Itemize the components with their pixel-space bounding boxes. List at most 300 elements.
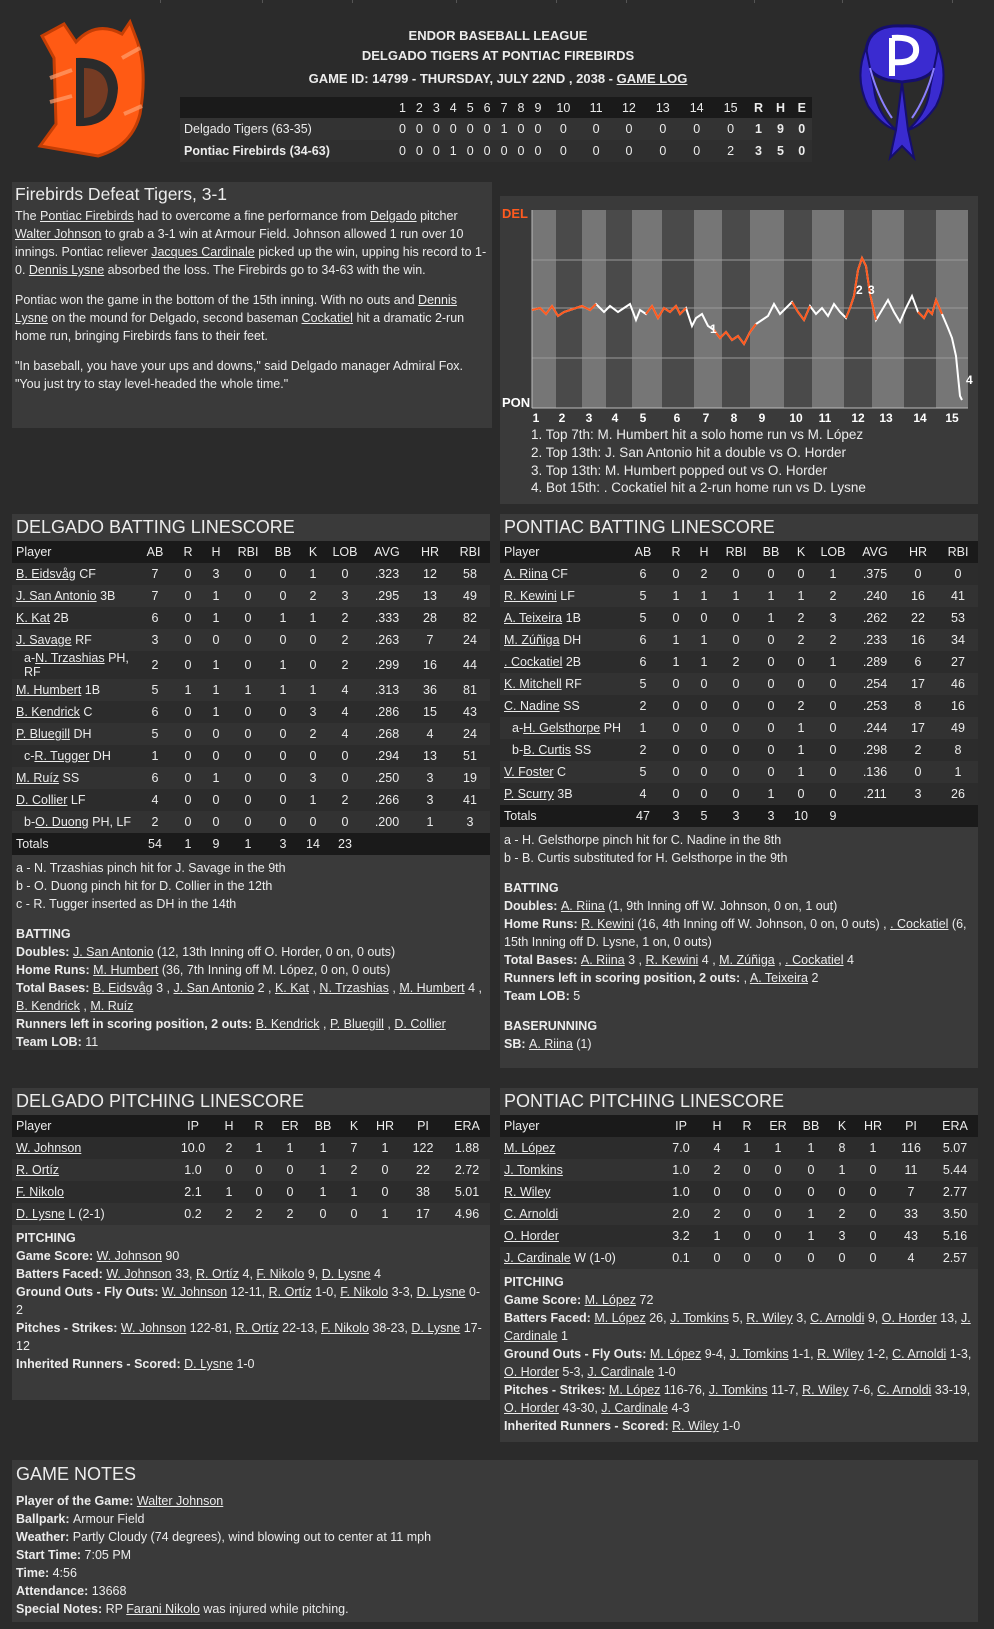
player-link[interactable]: D. Lysne bbox=[411, 1321, 461, 1335]
player-position: DH bbox=[89, 749, 111, 763]
player-link[interactable]: M. López bbox=[584, 1293, 637, 1307]
stat-cell: 3 bbox=[828, 1225, 856, 1247]
team-link[interactable]: Delgado bbox=[370, 209, 417, 223]
stat-cell: 1 bbox=[202, 679, 230, 701]
detail-line bbox=[16, 1247, 486, 1265]
stat-cell: 0 bbox=[230, 563, 266, 585]
stat-cell: 0 bbox=[814, 717, 852, 739]
stat-cell: 0 bbox=[326, 745, 364, 767]
player-link[interactable]: O. Duong bbox=[35, 815, 89, 829]
substitution-notes bbox=[12, 855, 490, 913]
stat-cell: 0 bbox=[662, 607, 690, 629]
detail-line bbox=[504, 987, 974, 1005]
section-title: DELGADO BATTING LINESCORE bbox=[12, 514, 490, 541]
delgado-batting-table bbox=[12, 541, 490, 855]
player-cell bbox=[12, 563, 136, 585]
inning-tick: 11 bbox=[818, 411, 832, 425]
stat-cell: 4 bbox=[326, 723, 364, 745]
player-link[interactable]: R. Kewini bbox=[581, 917, 634, 931]
stat-cell: 0 bbox=[762, 1225, 794, 1247]
stat-cell: 0 bbox=[174, 607, 202, 629]
detail-line bbox=[16, 961, 486, 979]
player-link[interactable]: N. Trzashias bbox=[319, 981, 389, 995]
column-header: ERA bbox=[932, 1115, 978, 1137]
player-link[interactable]: D. Lysne bbox=[416, 1285, 466, 1299]
stat-cell: 2 bbox=[300, 723, 326, 745]
player-link[interactable]: R. Wiley bbox=[672, 1419, 719, 1433]
section-title: PONTIAC PITCHING LINESCORE bbox=[500, 1088, 978, 1115]
detail-text: 2 bbox=[808, 971, 819, 985]
stat-cell: 0 bbox=[754, 717, 788, 739]
stat-cell: 1 bbox=[788, 717, 814, 739]
stat-cell: 0 bbox=[266, 629, 300, 651]
player-link[interactable]: W. Johnson bbox=[106, 1267, 172, 1281]
player-link[interactable]: A. Riina bbox=[504, 567, 548, 581]
graph-note: 4. Bot 15th: . Cockatiel hit a 2-run home run vs D. Lysne bbox=[531, 480, 866, 496]
detail-label: Weather: bbox=[16, 1530, 73, 1544]
stat-cell: 2 bbox=[274, 1203, 306, 1225]
player-link[interactable]: Cockatiel bbox=[301, 311, 353, 325]
linescore-inning-header: 2 bbox=[411, 97, 428, 118]
player-link[interactable]: J. Tomkins bbox=[670, 1311, 729, 1325]
stat-cell: 38 bbox=[402, 1181, 444, 1203]
pitcher-cell bbox=[500, 1247, 660, 1269]
stat-cell: 1.88 bbox=[444, 1137, 490, 1159]
stat-cell: 0 bbox=[266, 585, 300, 607]
linescore-team-name: Delgado Tigers (63-35) bbox=[180, 118, 394, 140]
stat-cell: 0 bbox=[202, 723, 230, 745]
stat-cell: 2 bbox=[624, 739, 662, 761]
totals-cell: 5 bbox=[690, 805, 718, 827]
detail-line bbox=[504, 1035, 974, 1053]
stat-cell: 2 bbox=[136, 811, 174, 833]
player-link[interactable]: M. Zúñiga bbox=[504, 633, 560, 647]
stat-cell: 2 bbox=[814, 629, 852, 651]
linescore-inning-header: 11 bbox=[580, 97, 612, 118]
player-link[interactable]: P. Bluegill bbox=[16, 727, 70, 741]
player-link[interactable]: J. Tomkins bbox=[729, 1347, 789, 1361]
detail-line bbox=[16, 1492, 974, 1510]
player-link[interactable]: W. Johnson bbox=[120, 1321, 187, 1335]
stat-cell: 0 bbox=[202, 745, 230, 767]
player-link[interactable]: M. Zúñiga bbox=[719, 953, 775, 967]
inning-tick: 7 bbox=[702, 411, 710, 425]
stat-cell: 5 bbox=[136, 723, 174, 745]
player-link[interactable]: O. Horder bbox=[881, 1311, 937, 1325]
linescore-inning-header: 12 bbox=[612, 97, 646, 118]
stat-cell: 2 bbox=[214, 1203, 244, 1225]
player-link[interactable]: R. Kewini bbox=[504, 589, 557, 603]
table-header bbox=[500, 1115, 978, 1137]
stat-cell: 16 bbox=[898, 585, 938, 607]
player-link[interactable]: D. Lysne bbox=[184, 1357, 233, 1371]
player-link[interactable]: F. Nikolo bbox=[16, 1185, 64, 1199]
player-link[interactable]: M. Ruíz bbox=[16, 771, 60, 785]
player-link[interactable]: J. Tomkins bbox=[504, 1163, 563, 1177]
player-link[interactable]: R. Tugger bbox=[34, 749, 90, 763]
detail-label: Time: bbox=[16, 1566, 53, 1580]
player-row bbox=[500, 607, 978, 629]
player-link[interactable]: R. Ortíz bbox=[195, 1267, 240, 1281]
linescore-cell: 0 bbox=[462, 140, 479, 162]
detail-text: 3 , bbox=[152, 981, 174, 995]
stat-cell: 0 bbox=[230, 767, 266, 789]
detail-text: 13, bbox=[936, 1311, 961, 1325]
inning-band bbox=[606, 210, 632, 408]
detail-label: Team LOB: bbox=[16, 1035, 86, 1049]
inning-tick: 4 bbox=[611, 411, 619, 425]
player-link[interactable]: B. Eidsvåg bbox=[92, 981, 153, 995]
column-header: Player bbox=[500, 541, 624, 563]
graph-event-marker: 1 bbox=[710, 322, 717, 336]
stat-cell: 5 bbox=[624, 585, 662, 607]
player-cell bbox=[500, 651, 624, 673]
player-link[interactable]: Jacques Cardinale bbox=[151, 245, 255, 259]
pitcher-row bbox=[500, 1247, 978, 1269]
player-cell bbox=[500, 717, 624, 739]
stat-cell: 0 bbox=[754, 629, 788, 651]
detail-text: 38-23, bbox=[368, 1321, 412, 1335]
player-link[interactable]: J. Cardinale bbox=[504, 1311, 971, 1343]
stat-cell: 0 bbox=[340, 1203, 368, 1225]
player-link[interactable]: D. Collier bbox=[16, 793, 68, 807]
player-link[interactable]: V. Foster bbox=[504, 765, 554, 779]
stat-cell: 0 bbox=[690, 761, 718, 783]
player-link[interactable]: R. Wiley bbox=[817, 1347, 864, 1361]
player-link[interactable]: W. Johnson bbox=[16, 1141, 82, 1155]
detail-text: 122-81, bbox=[186, 1321, 236, 1335]
stat-cell: 0 bbox=[718, 695, 754, 717]
detail-text: Partly Cloudy (74 degrees), wind blowing out to center at 11 mph bbox=[72, 1530, 432, 1544]
inning-tick: 8 bbox=[730, 411, 738, 425]
player-row bbox=[12, 745, 490, 767]
inning-band bbox=[632, 210, 662, 408]
player-link[interactable]: D. Lysne bbox=[16, 1207, 65, 1221]
detail-line bbox=[504, 1381, 974, 1417]
pitching-label: PITCHING bbox=[16, 1231, 76, 1245]
stat-cell: 0 bbox=[174, 745, 202, 767]
stat-cell: 4 bbox=[410, 723, 450, 745]
linescore-cell: 0 bbox=[612, 140, 646, 162]
stat-cell: 2 bbox=[326, 651, 364, 679]
column-header: RBI bbox=[718, 541, 754, 563]
player-link[interactable]: B. Kendrick bbox=[16, 999, 80, 1013]
stat-cell: 1 bbox=[794, 1225, 828, 1247]
stat-cell: 3 bbox=[410, 789, 450, 811]
player-row bbox=[500, 717, 978, 739]
player-link[interactable]: R. Wiley bbox=[746, 1311, 793, 1325]
stat-cell: 0 bbox=[174, 585, 202, 607]
player-link[interactable]: N. Trzashias bbox=[35, 651, 105, 665]
player-link[interactable]: D. Lysne bbox=[321, 1267, 371, 1281]
detail-text: 4-3 bbox=[667, 1401, 690, 1415]
stat-cell: 13 bbox=[410, 745, 450, 767]
player-link[interactable]: D. Collier bbox=[394, 1017, 446, 1031]
pitcher-cell bbox=[500, 1203, 660, 1225]
detail-text: 7:05 PM bbox=[84, 1548, 132, 1562]
stat-cell: 0 bbox=[718, 739, 754, 761]
pitcher-row bbox=[500, 1225, 978, 1247]
stat-cell: 0 bbox=[788, 651, 814, 673]
stat-cell: 4 bbox=[890, 1247, 932, 1269]
stat-cell: 0 bbox=[754, 739, 788, 761]
player-link[interactable]: A. Teixeira bbox=[504, 611, 563, 625]
stat-cell: 1 bbox=[274, 1137, 306, 1159]
detail-label: Inherited Runners - Scored: bbox=[504, 1419, 673, 1433]
player-link[interactable]: . Cockatiel bbox=[890, 917, 949, 931]
player-cell bbox=[500, 563, 624, 585]
player-link[interactable]: J. Cardinale bbox=[601, 1401, 668, 1415]
stat-cell: 0 bbox=[230, 811, 266, 833]
player-link[interactable]: M. López bbox=[594, 1311, 646, 1325]
stat-cell: 49 bbox=[450, 585, 490, 607]
player-cell bbox=[500, 629, 624, 651]
player-link[interactable]: J. San Antonio bbox=[72, 945, 154, 959]
stat-cell: 1 bbox=[174, 679, 202, 701]
detail-text: , bbox=[383, 1017, 395, 1031]
stat-cell: 0 bbox=[732, 1159, 762, 1181]
detail-text: (36, 7th Inning off M. López, 0 on, 0 outs) bbox=[158, 963, 391, 977]
section-title: GAME NOTES bbox=[16, 1464, 137, 1484]
column-header: BB bbox=[754, 541, 788, 563]
player-link[interactable]: M. López bbox=[608, 1383, 661, 1397]
stat-cell: 2 bbox=[244, 1203, 274, 1225]
player-link[interactable]: R. Ortíz bbox=[268, 1285, 312, 1299]
detail-line bbox=[16, 1265, 486, 1283]
stat-cell: 17 bbox=[898, 717, 938, 739]
stat-cell: 12 bbox=[410, 563, 450, 585]
inning-band bbox=[844, 210, 872, 408]
player-link[interactable]: F. Nikolo bbox=[256, 1267, 305, 1281]
player-link[interactable]: B. Kendrick bbox=[16, 705, 80, 719]
stat-cell: 3 bbox=[814, 607, 852, 629]
player-link[interactable]: C. Arnoldi bbox=[810, 1311, 865, 1325]
stat-cell: 0 bbox=[702, 1181, 732, 1203]
detail-text: 3, bbox=[792, 1311, 811, 1325]
player-link[interactable]: J. San Antonio bbox=[16, 589, 97, 603]
stat-cell: 2 bbox=[300, 585, 326, 607]
stat-cell: .254 bbox=[852, 673, 898, 695]
stat-cell: 0 bbox=[938, 563, 978, 585]
player-link[interactable]: C. Arnoldi bbox=[504, 1207, 559, 1221]
player-link[interactable]: Walter Johnson bbox=[136, 1494, 224, 1508]
linescore-cell: 1 bbox=[496, 118, 513, 140]
player-link[interactable]: B. Curtis bbox=[523, 743, 572, 757]
player-link[interactable]: B. Eidsvåg bbox=[16, 567, 76, 581]
stat-cell: 1 bbox=[230, 679, 266, 701]
player-position: SS bbox=[571, 743, 592, 757]
stat-cell: 5 bbox=[624, 761, 662, 783]
stat-cell: 0 bbox=[718, 761, 754, 783]
player-link[interactable]: C. Nadine bbox=[504, 699, 560, 713]
player-link[interactable]: O. Horder bbox=[504, 1401, 559, 1415]
player-link[interactable]: A. Riina bbox=[580, 953, 625, 967]
section-title: DELGADO PITCHING LINESCORE bbox=[12, 1088, 490, 1115]
stat-cell: 28 bbox=[410, 607, 450, 629]
stat-cell: 0 bbox=[718, 607, 754, 629]
player-link[interactable]: F. Nikolo bbox=[321, 1321, 369, 1335]
detail-text: 5, bbox=[728, 1311, 747, 1325]
player-link[interactable]: H. Gelsthorpe bbox=[523, 721, 601, 735]
player-link[interactable]: J. Savage bbox=[16, 633, 72, 647]
player-link[interactable]: R. Wiley bbox=[802, 1383, 849, 1397]
player-link[interactable]: C. Arnoldi bbox=[892, 1347, 947, 1361]
sub-prefix: c- bbox=[24, 749, 35, 763]
player-link[interactable]: Farani Nikolo bbox=[126, 1602, 200, 1616]
detail-label: Pitches - Strikes: bbox=[504, 1383, 609, 1397]
pitcher-cell bbox=[500, 1225, 660, 1247]
stat-cell: 2 bbox=[326, 629, 364, 651]
player-link[interactable]: J. Tomkins bbox=[708, 1383, 768, 1397]
detail-label: SB: bbox=[504, 1037, 529, 1051]
player-link[interactable]: R. Wiley bbox=[504, 1185, 551, 1199]
detail-text: 4:56 bbox=[52, 1566, 77, 1580]
stat-cell: 43 bbox=[450, 701, 490, 723]
player-link[interactable]: A. Riina bbox=[529, 1037, 573, 1051]
player-link[interactable]: W. Johnson bbox=[161, 1285, 228, 1299]
player-link[interactable]: M. López bbox=[649, 1347, 702, 1361]
linescore-cell: 0 bbox=[646, 140, 680, 162]
player-row bbox=[12, 629, 490, 651]
stat-cell: 24 bbox=[450, 629, 490, 651]
batting-label: BATTING bbox=[504, 881, 559, 895]
player-link[interactable]: O. Horder bbox=[504, 1229, 559, 1243]
player-position: DH bbox=[69, 727, 92, 741]
pitcher-cell bbox=[12, 1137, 172, 1159]
player-link[interactable]: J. Cardinale bbox=[587, 1365, 655, 1379]
stat-cell: 6 bbox=[898, 651, 938, 673]
top-divider-tick bbox=[352, 0, 353, 3]
detail-text: 7-6, bbox=[848, 1383, 878, 1397]
player-link[interactable]: M. Humbert bbox=[93, 963, 159, 977]
column-header: ER bbox=[762, 1115, 794, 1137]
linescore-cell: 0 bbox=[546, 140, 580, 162]
player-link[interactable]: M. Humbert bbox=[399, 981, 465, 995]
stat-cell: 0 bbox=[732, 1225, 762, 1247]
stat-cell: 81 bbox=[450, 679, 490, 701]
stat-cell: 0 bbox=[788, 673, 814, 695]
stat-cell: 1 bbox=[300, 607, 326, 629]
player-position: RF bbox=[561, 677, 582, 691]
stat-cell: 2 bbox=[788, 629, 814, 651]
batting-details bbox=[500, 879, 978, 1053]
game-log-link[interactable]: GAME LOG bbox=[616, 71, 688, 86]
column-header: AVG bbox=[364, 541, 410, 563]
stat-cell: 7 bbox=[136, 563, 174, 585]
graph-notes bbox=[531, 426, 866, 497]
pitcher-row bbox=[12, 1137, 490, 1159]
stat-cell: 1 bbox=[300, 789, 326, 811]
player-link[interactable]: J. Cardinale bbox=[504, 1251, 571, 1265]
table-header bbox=[500, 541, 978, 563]
detail-text: 12-11, bbox=[227, 1285, 269, 1299]
player-link[interactable]: M. Humbert bbox=[16, 683, 82, 697]
column-header: H bbox=[214, 1115, 244, 1137]
game-id-date: GAME ID: 14799 - THURSDAY, JULY 22ND , 2038 - bbox=[308, 71, 617, 86]
player-link[interactable]: Dennis Lysne bbox=[28, 263, 105, 277]
column-header: AB bbox=[624, 541, 662, 563]
detail-text: 11-7, bbox=[767, 1383, 803, 1397]
player-link[interactable]: R. Ortíz bbox=[235, 1321, 279, 1335]
stat-cell: 13 bbox=[410, 585, 450, 607]
linescore-team-header bbox=[180, 97, 394, 118]
player-link[interactable]: M. Ruíz bbox=[90, 999, 134, 1013]
detail-text: 0-2 bbox=[16, 1285, 481, 1317]
column-header: BB bbox=[794, 1115, 828, 1137]
stat-cell: 0 bbox=[754, 673, 788, 695]
stat-cell: 1 bbox=[662, 629, 690, 651]
linescore-cell: 5 bbox=[770, 140, 792, 162]
stat-cell: 0 bbox=[828, 1181, 856, 1203]
top-divider-tick bbox=[842, 0, 843, 3]
detail-text: (1, 9th Inning off W. Johnson, 0 on, 1 out) bbox=[604, 899, 838, 913]
stat-cell: 6 bbox=[624, 629, 662, 651]
top-divider-tick bbox=[754, 0, 755, 3]
stat-cell: 0 bbox=[794, 1247, 828, 1269]
stat-cell: 15 bbox=[410, 701, 450, 723]
player-link[interactable]: W. Johnson bbox=[96, 1249, 162, 1263]
detail-label: Total Bases: bbox=[504, 953, 581, 967]
player-link[interactable]: M. López bbox=[504, 1141, 556, 1155]
player-link[interactable]: J. San Antonio bbox=[173, 981, 255, 995]
column-header: H bbox=[690, 541, 718, 563]
pitcher-cell bbox=[500, 1159, 660, 1181]
stat-cell: 0 bbox=[202, 789, 230, 811]
stat-cell: 8 bbox=[898, 695, 938, 717]
substitution-notes bbox=[500, 827, 978, 867]
totals-cell: 3 bbox=[662, 805, 690, 827]
column-header: K bbox=[828, 1115, 856, 1137]
stat-cell: 1 bbox=[266, 607, 300, 629]
player-link[interactable]: A. Teixeira bbox=[749, 971, 808, 985]
player-link[interactable]: Walter Johnson bbox=[15, 227, 102, 241]
player-link[interactable]: O. Horder bbox=[504, 1365, 559, 1379]
linescore-team-row bbox=[180, 140, 812, 162]
linescore-team-name: Pontiac Firebirds (34-63) bbox=[180, 140, 394, 162]
player-link[interactable]: . Cockatiel bbox=[504, 655, 563, 669]
player-link[interactable]: P. Bluegill bbox=[329, 1017, 384, 1031]
sub-prefix: b- bbox=[24, 815, 36, 829]
substitution-note: b - O. Duong pinch hit for D. Collier in the 12th bbox=[16, 879, 273, 893]
player-link[interactable]: P. Scurry bbox=[504, 787, 554, 801]
player-position: LF bbox=[556, 589, 575, 603]
linescore-inning-header: 15 bbox=[714, 97, 748, 118]
player-link[interactable]: F. Nikolo bbox=[340, 1285, 389, 1299]
stat-cell: 26 bbox=[938, 783, 978, 805]
player-link[interactable]: R. Ortíz bbox=[16, 1163, 60, 1177]
recap-paragraph-1: The Pontiac Firebirds had to overcome a fine performance from Delgado pitcher Walter Johnson to grab a 3-1 win at Armour Field. Johnson allowed 1 run over 10 innings. Pontiac reliever Jacques Cardinale picked up the win, upping his record to 1-0. Dennis Lysne absorbed the loss. The Firebirds go to 34-63 with the win. bbox=[15, 209, 487, 277]
inning-tick: 14 bbox=[913, 411, 927, 425]
player-link[interactable]: C. Arnoldi bbox=[877, 1383, 932, 1397]
player-link[interactable]: R. Kewini bbox=[645, 953, 699, 967]
player-link[interactable]: . Cockatiel bbox=[785, 953, 844, 967]
totals-cell bbox=[898, 805, 938, 827]
stat-cell: 1 bbox=[732, 1137, 762, 1159]
stat-cell: 1 bbox=[202, 701, 230, 723]
player-link[interactable]: Dennis Lysne bbox=[15, 293, 457, 325]
player-link[interactable]: A. Riina bbox=[560, 899, 605, 913]
team-link[interactable]: Pontiac Firebirds bbox=[40, 209, 134, 223]
inning-tick: 3 bbox=[585, 411, 593, 425]
top-divider-tick bbox=[556, 0, 557, 3]
player-link[interactable]: K. Kat bbox=[16, 611, 51, 625]
player-link[interactable]: B. Kendrick bbox=[255, 1017, 320, 1031]
stat-cell: 0 bbox=[230, 651, 266, 679]
linescore-cell: 0 bbox=[394, 140, 411, 162]
graph-note: 2. Top 13th: J. San Antonio hit a double vs O. Horder bbox=[531, 444, 846, 460]
player-link[interactable]: K. Kat bbox=[274, 981, 309, 995]
player-link[interactable]: K. Mitchell bbox=[504, 677, 562, 691]
